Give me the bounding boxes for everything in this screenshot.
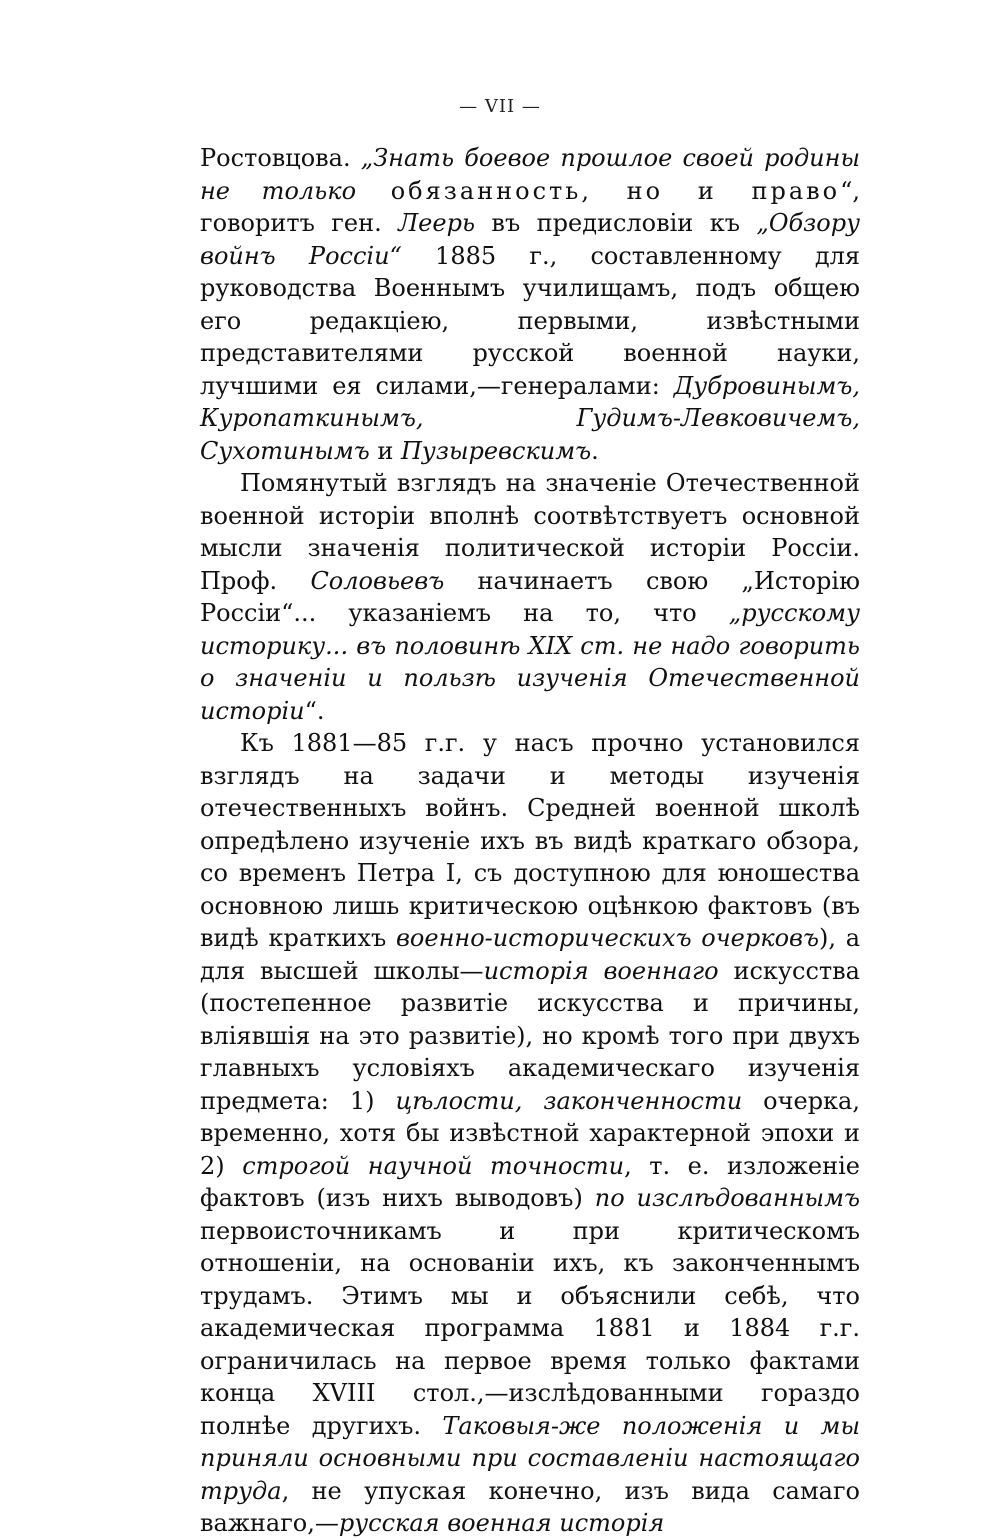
text-run: Къ 1881—85 г.г. у насъ прочно установился взглядъ на задачи и методы изученія отечественныхъ войнъ. Средней военной школѣ опредѣлено изученіе ихъ въ видѣ краткаго обзора, со временъ Петра I, съ доступною для юношества основною лишь критическою оцѣнкою фактовъ (въ видѣ краткихъ [200,729,860,952]
text-run: Таковыя-же положенія и мы приняли основными при составленіи настоящаго труда [200,1411,860,1505]
text-run: и [369,436,401,465]
text-run: . [591,436,599,465]
text-run: 1885 г., составленному для руководства Военнымъ училищамъ, подъ общею его редакціею, первыми, извѣстными представителями русской военной науки, лучшими ея силами,—генералами: [200,241,860,400]
text-run: обязанность, но и право [356,176,841,205]
text-run: „Обзору войнъ Россіи“ [200,209,860,270]
page-number: — VII — [459,96,541,117]
text-run: ), а для высшей школы— [200,924,861,985]
text-run: военно-историческихъ очерковъ [395,924,819,952]
text-run: цѣлости, законченности [395,1086,743,1115]
text-run: очерка, временно, хотя бы извѣстной характерной эпохи и 2) [200,1086,860,1180]
text-run: “. [304,696,325,725]
text-run: первоисточникамъ и при критическомъ отношеніи, на основаніи ихъ, къ законченнымъ трудамъ. Этимъ мы и объяснили себѣ, что академическая программа 1881 и 1884 г.г. ограничилась на первое время только фактами конца XVIII стол.,—изслѣдованными гораздо полнѣе другихъ. [200,1216,860,1440]
text-run: русская военная исторія [338,1509,665,1537]
text-run: Соловьевъ [310,566,445,595]
text-run: Леерь [398,209,476,237]
text-run: Пузыревскимъ [401,436,592,465]
text-run: Ростовцова. [200,144,361,172]
body-text [200,142,860,1540]
text-run: „Знать боевое прошлое своей родины не только [200,144,860,205]
text-run: „русскому историку... въ половинѣ XIX ст. не надо говорить о значеніи и пользѣ изученія Отечественной исторіи [200,599,860,725]
text-run: исторія военнаго [483,956,719,985]
text-run: по изслѣдованнымъ [594,1184,860,1212]
paragraph-1 [200,142,860,467]
paragraph-2 [200,467,860,727]
text-run: , т. е. изложеніе фактовъ (изъ нихъ выводовъ) [200,1151,860,1212]
text-run: искусства (постепенное развитіе искусства и причины, вліявшія на это развитіе), но кромѣ того при двухъ главныхъ условіяхъ академическаго изученія предмета: 1) [200,956,860,1115]
text-run: , не упуская конечно, изъ вида самаго важнаго,— [200,1476,860,1537]
text-run: Помянутый взглядъ на значеніе Отечественной военной исторіи вполнѣ соотвѣтствуетъ основной мысли значенія политической исторіи Россіи. Проф. [200,469,860,595]
text-run: Дубровинымъ, Куропаткинымъ, Гудимъ-Левковичемъ, Сухотинымъ [200,371,860,465]
text-run: “, говоритъ ген. [200,176,860,237]
text-run: въ предисловіи къ [475,209,757,237]
text-run: начинаетъ свою „Исторію Россіи“... указаніемъ на то, что [200,566,860,627]
text-run: строгой научной точности [242,1151,625,1180]
